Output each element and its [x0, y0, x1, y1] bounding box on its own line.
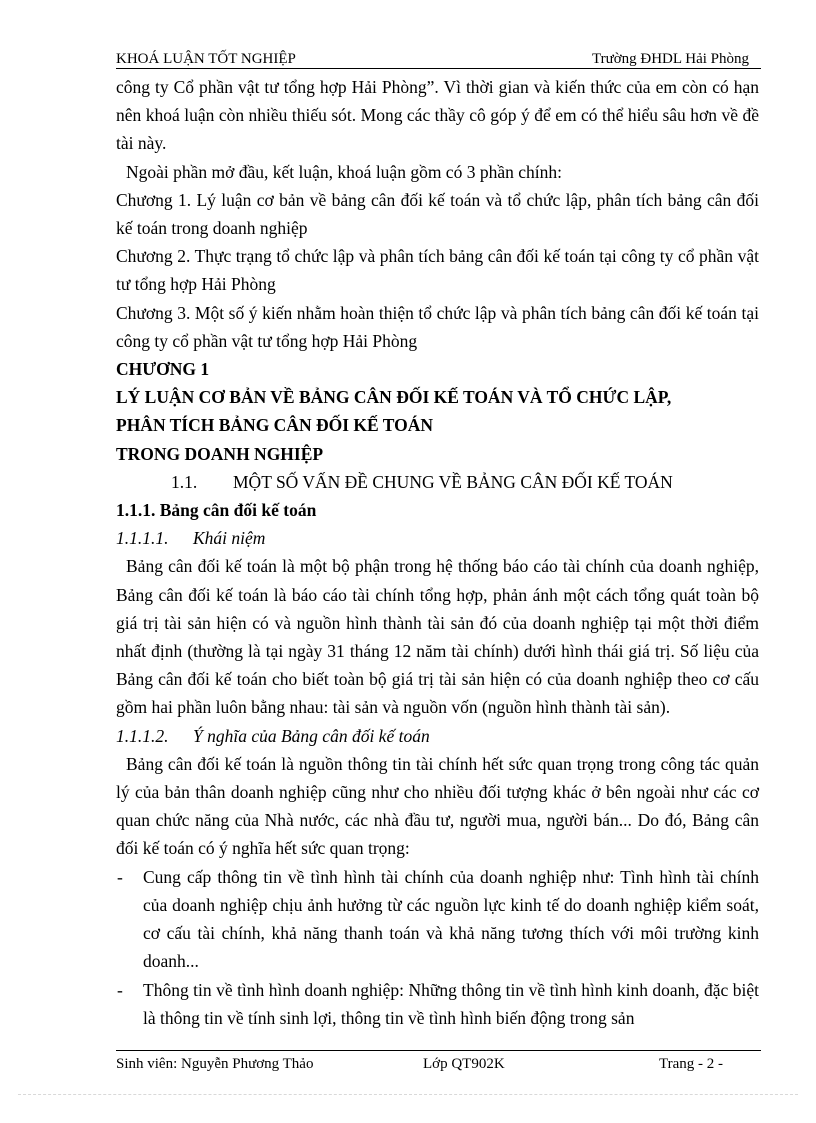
concept-number: 1.1.1.1.: [116, 528, 169, 549]
chapter-title-line-1: LÝ LUẬN CƠ BẢN VỀ BẢNG CÂN ĐỐI KẾ TOÁN VÀ TỔ CHỨC LẬP,: [116, 387, 672, 408]
meaning-title: Ý nghĩa của Bảng cân đối kế toán: [193, 725, 430, 746]
intro-paragraph: công ty Cổ phần vật tư tổng hợp Hải Phòng”. Vì thời gian và kiến thức của em còn có hạn nên khoá luận còn nhiều thiếu sót. Mong các thầy cô góp ý để em có thể hiểu sâu hơn về đề tài này.: [116, 77, 759, 154]
list-item-text: Cung cấp thông tin về tình hình tài chính của doanh nghiệp như: Tình hình tài chính của doanh nghiệp chịu ảnh hưởng từ các nguồn lực kinh tế do doanh nghiệp kiểm soát, cơ cấu tài chính, khả năng thanh toán và khả năng tương thích với môi trường kinh doanh...: [143, 866, 759, 972]
meaning-bullet-list: [116, 863, 759, 1032]
list-item: [116, 976, 759, 1032]
page-header: [116, 50, 761, 69]
dash-bullet: -: [117, 866, 123, 887]
header-thesis-label: KHOÁ LUẬN TỐT NGHIỆP: [116, 51, 296, 67]
dash-bullet: -: [117, 979, 123, 1000]
chapter-label: CHƯƠNG 1: [116, 359, 210, 380]
list-item-text: Thông tin về tình hình doanh nghiệp: Những thông tin về tình hình kinh doanh, đặc biệt là thông tin về tính sinh lợi, thông tin về tình hình biến động trong sản: [143, 979, 759, 1028]
chapter-1-summary: Chương 1. Lý luận cơ bản về bảng cân đối kế toán và tổ chức lập, phân tích bảng cân đối kế toán trong doanh nghiệp: [116, 189, 759, 239]
page-body: [116, 73, 759, 1032]
structure-paragraph: Ngoài phần mở đầu, kết luận, khoá luận gồm có 3 phần chính:: [126, 161, 562, 182]
page-footer: [116, 1050, 761, 1073]
list-item: [116, 863, 759, 976]
footer-class: Lớp QT902K: [423, 1056, 505, 1072]
footer-student: Sinh viên: Nguyễn Phương Thảo: [116, 1056, 314, 1072]
footer-page-number: Trang - 2 -: [659, 1056, 724, 1072]
section-title: MỘT SỐ VẤN ĐỀ CHUNG VỀ BẢNG CÂN ĐỐI KẾ TOÁN: [233, 471, 673, 492]
header-university: Trường ĐHDL Hải Phòng: [591, 51, 749, 67]
concept-title: Khái niệm: [193, 528, 266, 549]
chapter-2-summary: Chương 2. Thực trạng tổ chức lập và phân tích bảng cân đối kế toán tại công ty cổ phần vật tư tổng hợp Hải Phòng: [116, 246, 759, 295]
concept-heading: [116, 524, 759, 552]
chapter-title-line-2: PHÂN TÍCH BẢNG CÂN ĐỐI KẾ TOÁN: [116, 415, 433, 436]
section-heading: [116, 468, 759, 496]
meaning-heading: [116, 722, 759, 750]
subsection-heading: 1.1.1. Bảng cân đối kế toán: [116, 500, 317, 521]
chapter-title-line-3: TRONG DOANH NGHIỆP: [116, 443, 324, 464]
page-break-line: [18, 1094, 798, 1095]
chapter-3-summary: Chương 3. Một số ý kiến nhằm hoàn thiện tổ chức lập và phân tích bảng cân đối kế toán tại công ty cổ phần vật tư tổng hợp Hải Phòng: [116, 302, 759, 351]
meaning-paragraph: Bảng cân đối kế toán là nguồn thông tin tài chính hết sức quan trọng trong công tác quản lý của bản thân doanh nghiệp cũng như cho nhiều đối tượng khác ở bên ngoài như các cơ quan chức năng của Nhà nước, các nhà đầu tư, người mua, người bán... Do đó, Bảng cân đối kế toán có ý nghĩa hết sức quan trọng:: [116, 753, 759, 859]
meaning-number: 1.1.1.2.: [116, 725, 169, 746]
concept-paragraph: Bảng cân đối kế toán là một bộ phận trong hệ thống báo cáo tài chính của doanh nghiệp, Bảng cân đối kế toán là báo cáo tài chính tổng hợp, phản ánh một cách tổng quát toàn bộ giá trị tài sản hiện có và nguồn hình thành tài sản đó của doanh nghiệp tại một thời điểm nhất định (thường là tại ngày 31 tháng 12 năm tài chính) dưới hình thái giá trị. Số liệu của Bảng cân đối kế toán cho biết toàn bộ giá trị tài sản hiện có của doanh nghiệp theo cơ cấu gồm hai phần luôn bằng nhau: tài sản và nguồn vốn (nguồn hình thành tài sản).: [116, 556, 759, 718]
section-number: 1.1.: [171, 471, 198, 492]
